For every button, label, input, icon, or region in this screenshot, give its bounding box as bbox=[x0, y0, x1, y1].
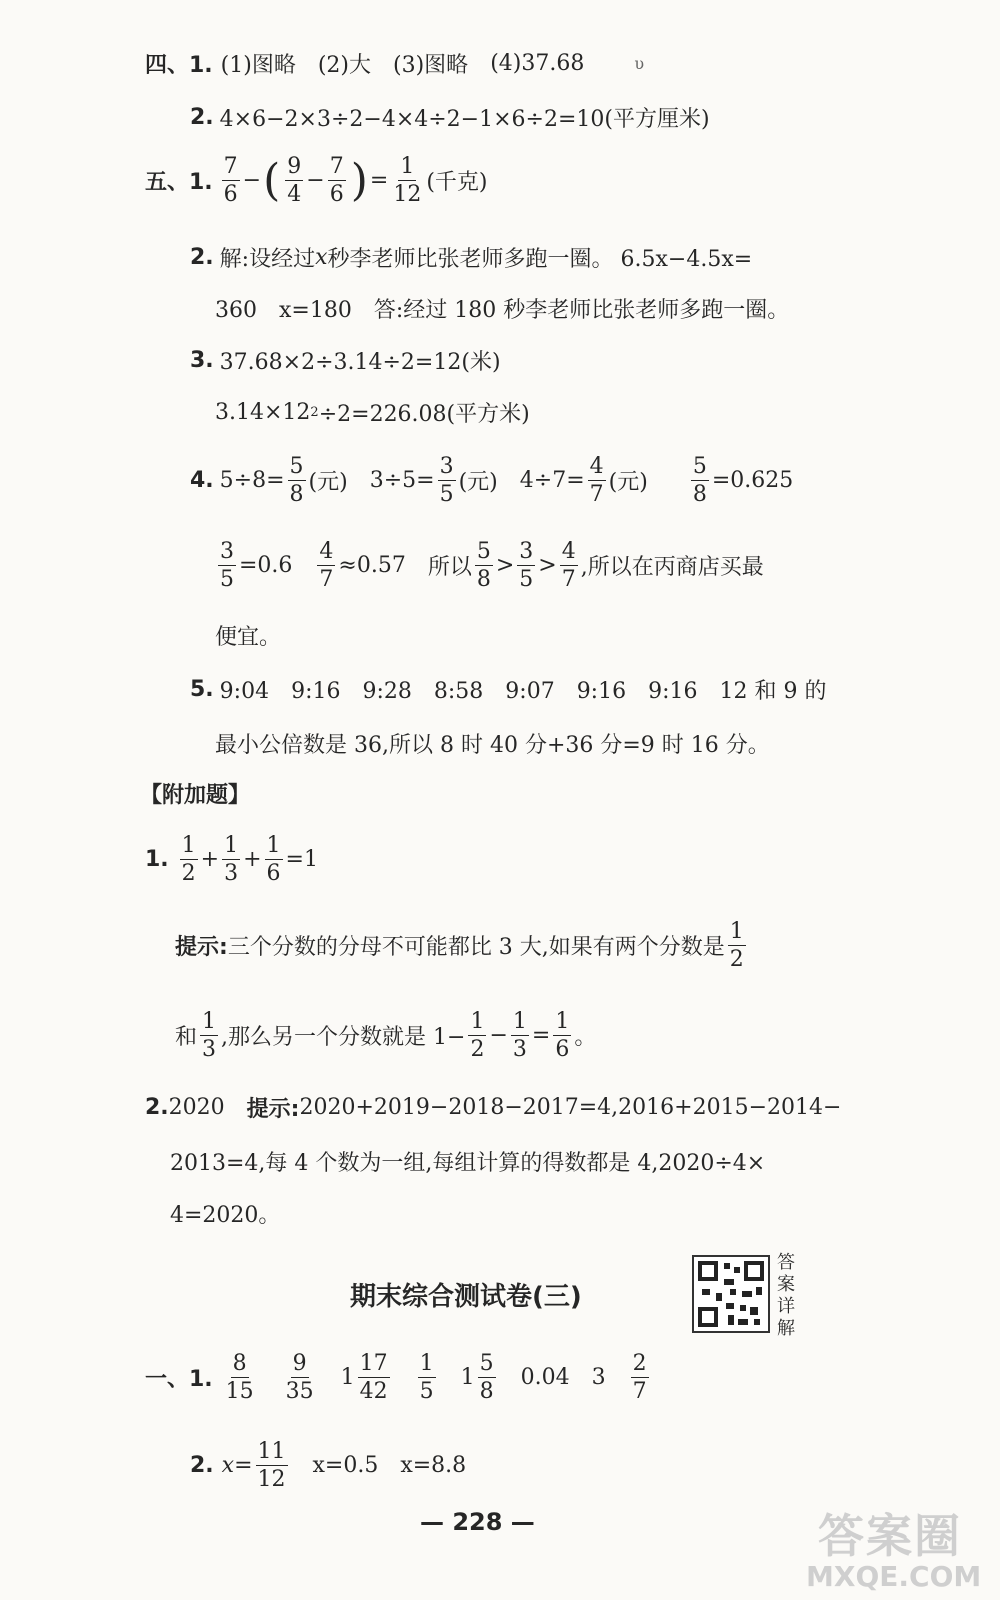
watermark-url: MXQE.COM bbox=[806, 1560, 982, 1593]
fraction: $\frac{4}{7}$ bbox=[319, 539, 334, 593]
s1-q2: 2. x= $\frac{11}{12}$ x=0.5 x=8.8 bbox=[190, 1439, 467, 1493]
watermark-logo: 答案圈 bbox=[818, 1509, 962, 1563]
extra-q2-line3: 4=2020。 bbox=[170, 1203, 281, 1228]
s5-q2: 2. 解:设经过 x 秒李老师比张老师多跑一圈。 6.5x−4.5x= bbox=[190, 245, 753, 272]
s5-q1: 五、1. $\frac{7}{6}$ − ( $\frac{9}{4}$ − $\frac{7}{6}$ ) = $\frac{1}{12}$ (千克) bbox=[145, 154, 488, 208]
fraction: $\frac{4}{7}$ bbox=[589, 454, 604, 508]
s5-q3: 3. 37.68×2÷3.14÷2=12(米) bbox=[190, 348, 501, 375]
extra-q1: 1. $\frac{1}{2}$ + $\frac{1}{3}$ + $\frac{1}{6}$ =1 bbox=[145, 833, 318, 887]
extra-hint1: 提示: 三个分数的分母不可能都比 3 大,如果有两个分数是 $\frac{1}{2}$ bbox=[175, 919, 744, 973]
page-number: — 228 — bbox=[420, 1508, 535, 1536]
fraction: $\frac{3}{5}$ bbox=[519, 539, 534, 593]
qr-label: 答 案 详 解 bbox=[777, 1252, 795, 1339]
s5-q4: 4. 5÷8= $\frac{5}{8}$ (元) 3÷5= $\frac{3}{5}$ (元) 4÷7= $\frac{4}{7}$ (元) $\frac{5}{8}$ =0.625 bbox=[190, 454, 794, 508]
fraction: $\frac{1}{6}$ bbox=[555, 1009, 570, 1063]
fraction: $\frac{2}{7}$ bbox=[632, 1351, 647, 1405]
fraction: $\frac{5}{8}$ bbox=[476, 539, 491, 593]
fraction: $\frac{1}{3}$ bbox=[202, 1009, 217, 1063]
fraction: $\frac{9}{4}$ bbox=[287, 154, 302, 208]
s4-line1: 四、1. (1)图略 (2)大 (3)图略 (4)37.68 υ bbox=[145, 51, 645, 78]
s5-q5-line2: 最小公倍数是 36,所以 8 时 40 分+36 分=9 时 16 分。 bbox=[215, 733, 770, 758]
s5-q2-line2: 360 x=180 答:经过 180 秒李老师比张老师多跑一圈。 bbox=[215, 298, 790, 323]
s5-q5: 5. 9:04 9:16 9:28 8:58 9:07 9:16 9:16 12 和 9 的 bbox=[190, 677, 827, 704]
fraction: $\frac{1}{3}$ bbox=[224, 833, 239, 887]
fraction: $\frac{1}{2}$ bbox=[181, 833, 196, 887]
fraction: $\frac{1}{3}$ bbox=[512, 1009, 527, 1063]
qr-pattern bbox=[694, 1257, 768, 1331]
fraction: $\frac{1}{2}$ bbox=[729, 919, 744, 973]
s4-line2: 2. 4×6−2×3÷2−4×4÷2−1×6÷2=10(平方厘米) bbox=[190, 105, 710, 132]
fraction: $\frac{8}{15}$ bbox=[225, 1351, 254, 1405]
s5-q4-line3: 便宜。 bbox=[215, 625, 282, 650]
fraction: $\frac{3}{5}$ bbox=[220, 539, 234, 593]
fraction: $\frac{1}{6}$ bbox=[266, 833, 281, 887]
section-title: 期末综合测试卷(三) bbox=[350, 1282, 582, 1312]
extra-q2: 2. 2020 提示: 2020+2019−2018−2017=4,2016+2015−2014− bbox=[145, 1095, 842, 1122]
extra-heading: 【附加题】 bbox=[140, 783, 251, 808]
fraction: $\frac{5}{8}$ bbox=[479, 1351, 494, 1405]
fraction: $\frac{1}{2}$ bbox=[470, 1009, 485, 1063]
fraction: $\frac{3}{5}$ bbox=[439, 454, 454, 508]
fraction: $\frac{4}{7}$ bbox=[561, 539, 576, 593]
fraction: $\frac{1}{12}$ bbox=[393, 154, 422, 208]
extra-q2-line2: 2013=4,每 4 个数为一组,每组计算的得数都是 4,2020÷4× bbox=[170, 1151, 766, 1176]
s5-q3-line2: 3.14×12 2 ÷2=226.08(平方米) bbox=[215, 400, 530, 427]
s1-q1: 一、1. $\frac{8}{15}$ $\frac{9}{35}$ 1 $\frac{17}{42}$ $\frac{1}{5}$ 1 $\frac{5}{8}$ 0.04 3 $\frac{2}{7}$ bbox=[145, 1351, 647, 1405]
fraction: $\frac{5}{8}$ bbox=[289, 454, 304, 508]
fraction: $\frac{7}{6}$ bbox=[329, 154, 344, 208]
fraction: $\frac{7}{6}$ bbox=[223, 154, 238, 208]
fraction: $\frac{9}{35}$ bbox=[285, 1351, 314, 1405]
fraction: $\frac{1}{5}$ bbox=[419, 1351, 434, 1405]
qr-code-icon[interactable] bbox=[692, 1255, 770, 1333]
fraction: $\frac{5}{8}$ bbox=[692, 454, 707, 508]
fraction: $\frac{11}{12}$ bbox=[257, 1439, 286, 1493]
extra-hint1-line2: 和 $\frac{1}{3}$ ,那么另一个分数就是 1− $\frac{1}{2}$ − $\frac{1}{3}$ = $\frac{1}{6}$ 。 bbox=[175, 1009, 597, 1063]
fraction: $\frac{17}{42}$ bbox=[359, 1351, 388, 1405]
s5-q4-line2: $\frac{3}{5}$ =0.6 $\frac{4}{7}$ ≈0.57 所以 $\frac{5}{8}$ > $\frac{3}{5}$ > $\frac{4}{7}$ ,所以在丙商店买最 bbox=[220, 539, 764, 593]
